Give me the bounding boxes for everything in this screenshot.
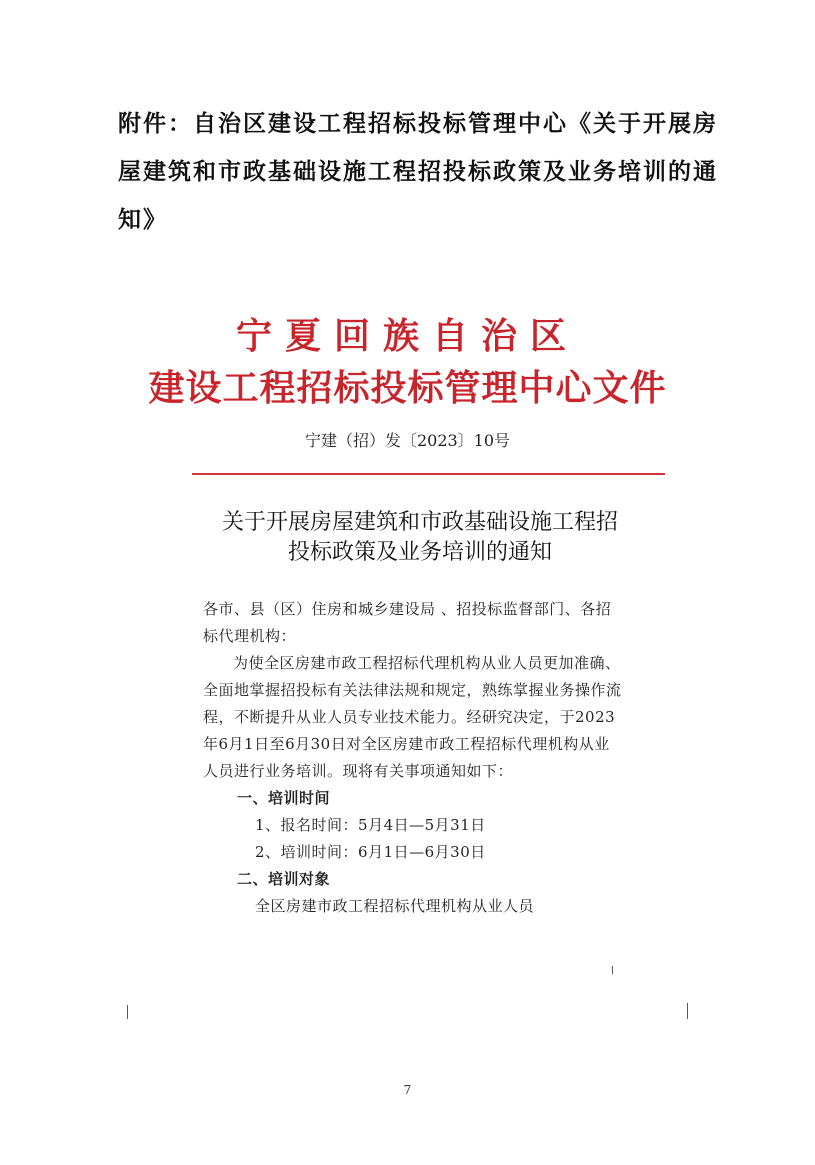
scan-mark — [687, 1003, 688, 1019]
salutation: 各市、县（区）住房和城乡建设局 、招投标监督部门、各招标代理机构： — [203, 600, 612, 645]
scan-mark — [127, 1005, 128, 1019]
issuing-org-line2: 建设工程招标投标管理中心文件 — [148, 367, 667, 409]
intro-paragraph: 为使全区房建市政工程招标代理机构从业人员更加准确、全面地掌握招投标有关法律法规和规定，熟练掌握业务操作流程，不断提升从业人员专业技术能力。经研究决定，于2023年6月1日至6月30日对全区房建市政工程招标代理机构从业人员进行业务培训。现将有关事项通知如下： — [203, 654, 622, 780]
section1-heading: 一、培训时间 — [237, 789, 331, 807]
scan-mark — [612, 966, 613, 974]
notice-title — [200, 508, 640, 568]
attachment-header: 附件：自治区建设工程招标投标管理中心《关于开展房屋建筑和市政基础设施工程招投标政策及业务培训的通知》 — [118, 111, 718, 233]
section1-item1: 1、报名时间：5月4日—5月31日 — [255, 816, 486, 834]
notice-title-line2: 投标政策及业务培训的通知 — [287, 540, 552, 565]
notice-title-line1: 关于开展房屋建筑和市政基础设施工程招 — [221, 510, 618, 535]
section2-text: 全区房建市政工程招标代理机构从业人员 — [255, 897, 535, 915]
issuing-org-line1: 宁夏回族自治区 — [235, 315, 579, 357]
page-number: 7 — [403, 1083, 412, 1097]
section2-heading: 二、培训对象 — [237, 870, 331, 888]
notice-body — [203, 596, 623, 920]
document-number: 宁建（招）发〔2023〕10号 — [304, 431, 511, 450]
red-divider — [192, 473, 665, 475]
section1-item2: 2、培训时间：6月1日—6月30日 — [255, 843, 486, 861]
